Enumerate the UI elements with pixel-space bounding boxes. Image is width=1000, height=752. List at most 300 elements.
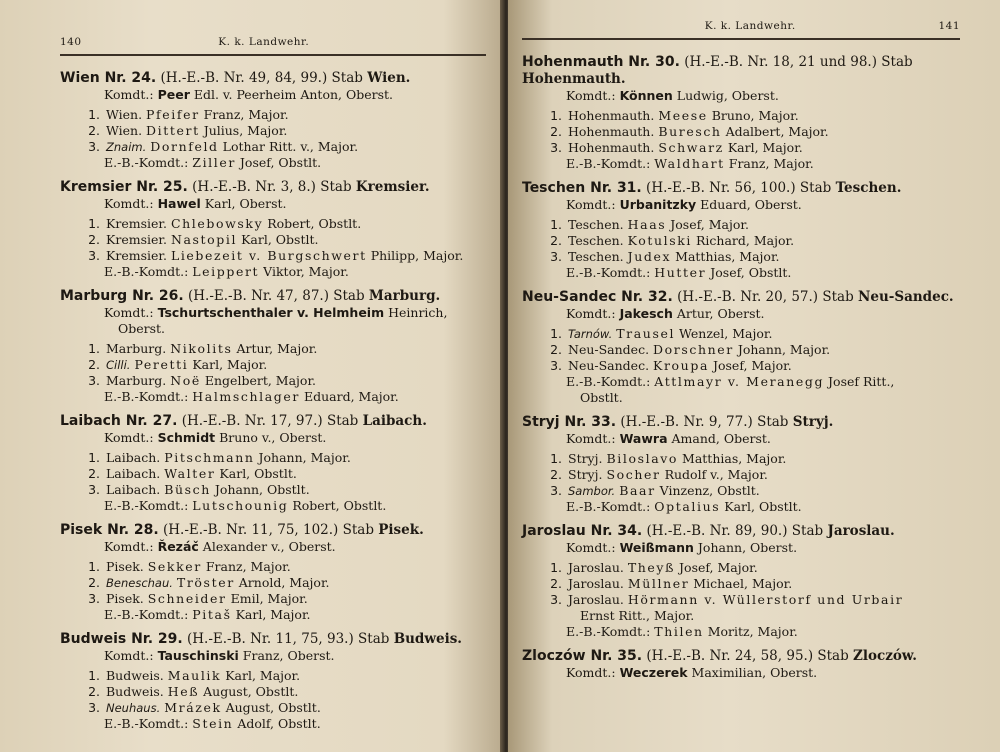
commander-rest: Amand, Oberst. xyxy=(671,431,771,446)
battalion-row xyxy=(522,576,960,592)
battalion-commander: Schneider xyxy=(147,591,227,606)
battalion-number: 2. xyxy=(550,576,562,591)
battalion-place: Pisek. xyxy=(106,591,144,606)
battalion-number: 1. xyxy=(550,326,562,341)
battalion-commander: Maulik xyxy=(167,668,222,683)
battalion-rest: Robert, Obstlt. xyxy=(267,216,362,231)
regiment-entry xyxy=(60,522,486,623)
battalion-text xyxy=(568,140,960,156)
battalion-row xyxy=(522,249,960,265)
battalion-commander: Kroupa xyxy=(653,358,709,373)
regiment-name: Laibach Nr. 27. xyxy=(60,413,178,429)
battalion-rest: Karl, Major. xyxy=(225,668,301,683)
regiment-name: Teschen Nr. 31. xyxy=(522,180,642,196)
running-head xyxy=(60,36,486,48)
battalion-place: Beneschau. xyxy=(106,576,173,590)
battalion-text xyxy=(106,559,486,575)
commander-line xyxy=(60,87,486,103)
commander-rest: Eduard, Oberst. xyxy=(700,197,802,212)
commander-prefix: Komdt.: xyxy=(566,306,616,321)
page-number: 140 xyxy=(60,36,82,48)
battalion-rest: Philipp, Major. xyxy=(370,248,464,263)
battalion-number: 2. xyxy=(88,684,100,699)
eb-rest: Adolf, Obstlt. xyxy=(237,716,321,731)
battalion-commander: Sekker xyxy=(147,559,202,574)
commander-name: Urbanitzky xyxy=(619,197,697,212)
battalion-text xyxy=(568,483,960,499)
battalion-commander: Büsch xyxy=(164,482,211,497)
regiment-stab: Budweis. xyxy=(393,631,463,647)
battalion-row xyxy=(60,139,486,155)
commander-name: Řezáč xyxy=(157,539,199,554)
battalion-place: Hohenmauth. xyxy=(568,140,655,155)
battalion-row xyxy=(60,466,486,482)
battalion-text xyxy=(106,107,486,123)
commander-rest: Artur, Oberst. xyxy=(676,306,765,321)
eb-prefix: E.-B.-Komdt.: xyxy=(104,498,189,513)
regiment-name: Stryj Nr. 33. xyxy=(522,414,617,430)
battalion-text xyxy=(106,450,486,466)
commander-rest: Maximilian, Oberst. xyxy=(691,665,818,680)
battalion-number: 1. xyxy=(550,108,562,123)
header-rule xyxy=(522,38,960,40)
battalion-place: Marburg. xyxy=(106,373,167,388)
commander-name: Schmidt xyxy=(157,430,216,445)
battalion-place: Jaroslau. xyxy=(568,576,624,591)
eb-rest: Karl, Obstlt. xyxy=(724,499,802,514)
eb-name: Attlmayr v. Meranegg xyxy=(654,374,825,389)
commander-prefix: Komdt.: xyxy=(104,196,154,211)
battalion-text xyxy=(568,576,960,592)
page-number: 141 xyxy=(938,20,960,32)
commander-name: Tschurtschenthaler v. Helmheim xyxy=(157,305,385,320)
battalion-rest: Matthias, Major. xyxy=(682,451,787,466)
battalion-row xyxy=(60,232,486,248)
eb-name: Pitaš xyxy=(192,607,232,622)
battalion-row xyxy=(522,108,960,124)
battalion-place: Laibach. xyxy=(106,466,161,481)
battalion-commander: Hörmann v. Wüllerstorf und Urbair xyxy=(627,592,904,607)
eb-rest: Moritz, Major. xyxy=(707,624,798,639)
regiment-stab: Teschen. xyxy=(835,180,902,196)
battalion-place: Wien. xyxy=(106,123,143,138)
battalion-rest: Julius, Major. xyxy=(203,123,288,138)
commander-line xyxy=(522,197,960,213)
battalion-list xyxy=(522,217,960,265)
battalion-number: 1. xyxy=(550,451,562,466)
battalion-number: 2. xyxy=(88,575,100,590)
battalion-row xyxy=(522,560,960,576)
commander-rest: Karl, Oberst. xyxy=(204,196,287,211)
battalion-place: Budweis. xyxy=(106,684,164,699)
running-title: K. k. Landwehr. xyxy=(704,20,796,32)
battalion-text xyxy=(568,217,960,233)
battalion-commander: Biloslavo xyxy=(606,451,679,466)
battalion-number: 1. xyxy=(88,668,100,683)
eb-prefix: E.-B.-Komdt.: xyxy=(104,607,189,622)
battalion-row xyxy=(522,342,960,358)
battalion-place: Stryj. xyxy=(568,451,603,466)
commander-name: Hawel xyxy=(157,196,201,211)
battalion-place: Teschen. xyxy=(568,233,624,248)
regiment-details: (H.-E.-B. Nr. 56, 100.) Stab xyxy=(646,180,832,196)
eb-prefix: E.-B.-Komdt.: xyxy=(566,265,651,280)
battalion-number: 3. xyxy=(88,700,100,715)
battalion-list xyxy=(522,451,960,499)
battalion-number: 1. xyxy=(88,216,100,231)
commander-line xyxy=(60,305,486,321)
battalion-row xyxy=(522,451,960,467)
regiment-heading xyxy=(60,70,486,87)
regiment-stab: Marburg. xyxy=(368,288,441,304)
battalion-rest: Richard, Major. xyxy=(696,233,795,248)
commander-name: Weißmann xyxy=(619,540,694,555)
regiment-heading xyxy=(522,54,960,88)
battalion-place: Marburg. xyxy=(106,341,167,356)
battalion-place: Hohenmauth. xyxy=(568,108,655,123)
eb-rest: Viktor, Major. xyxy=(263,264,349,279)
regiment-details: (H.-E.-B. Nr. 49, 84, 99.) Stab xyxy=(160,70,363,86)
regiment-stab: Zloczów. xyxy=(853,648,917,664)
battalion-place: Teschen. xyxy=(568,249,624,264)
regiment-heading xyxy=(60,522,486,539)
running-title: K. k. Landwehr. xyxy=(218,36,310,48)
battalion-rest: Karl, Major. xyxy=(727,140,803,155)
commander-name: Peer xyxy=(157,87,190,102)
battalion-text xyxy=(106,216,486,232)
battalion-list xyxy=(522,108,960,156)
battalion-number: 3. xyxy=(550,140,562,155)
battalion-commander: Haas xyxy=(627,217,667,232)
regiment-heading xyxy=(522,289,960,306)
battalion-commander: Müllner xyxy=(627,576,690,591)
battalion-row xyxy=(60,482,486,498)
battalion-number: 3. xyxy=(88,482,100,497)
battalion-place: Znaim. xyxy=(106,140,147,154)
battalion-list xyxy=(60,450,486,498)
regiment-details: (H.-E.-B. Nr. 18, 21 und 98.) Stab xyxy=(684,54,913,70)
commander-rest: Johann, Oberst. xyxy=(697,540,798,555)
battalion-rest: Johann, Major. xyxy=(258,450,351,465)
battalion-commander: Theyß xyxy=(627,560,676,575)
battalion-commander: Trausel xyxy=(616,326,676,341)
battalion-list xyxy=(60,668,486,716)
eb-rest-cont: Obstlt. xyxy=(580,390,623,405)
eb-rest: Josef, Obstlt. xyxy=(239,155,322,170)
battalion-row xyxy=(60,575,486,591)
battalion-row xyxy=(60,668,486,684)
eb-name: Thilen xyxy=(654,624,704,639)
regiment-heading xyxy=(522,414,960,431)
regiment-entry xyxy=(522,54,960,172)
regiment-stab: Stryj. xyxy=(792,414,834,430)
battalion-rest: Matthias, Major. xyxy=(675,249,780,264)
eb-commander-line xyxy=(522,156,960,172)
regiment-entry xyxy=(60,631,486,732)
battalion-row xyxy=(522,217,960,233)
eb-commander-line xyxy=(522,374,960,390)
battalion-rest: Lothar Ritt. v., Major. xyxy=(222,139,359,154)
battalion-commander: Buresch xyxy=(658,124,722,139)
battalion-text xyxy=(106,373,486,389)
battalion-place: Hohenmauth. xyxy=(568,124,655,139)
regiment-entry xyxy=(522,180,960,281)
commander-line xyxy=(60,648,486,664)
battalion-rest: Franz, Major. xyxy=(205,559,291,574)
battalion-text xyxy=(106,248,486,264)
commander-name: Weczerek xyxy=(619,665,688,680)
regiment-list xyxy=(60,70,486,732)
battalion-rest: Karl, Obstlt. xyxy=(219,466,297,481)
battalion-rest: Wenzel, Major. xyxy=(679,326,773,341)
battalion-commander: Nastopil xyxy=(170,232,238,247)
battalion-text xyxy=(568,358,960,374)
battalion-rest: Arnold, Major. xyxy=(238,575,330,590)
battalion-number: 2. xyxy=(88,232,100,247)
battalion-number: 3. xyxy=(88,591,100,606)
battalion-number: 2. xyxy=(550,233,562,248)
regiment-stab: Hohenmauth. xyxy=(522,71,626,87)
regiment-heading xyxy=(522,180,960,197)
battalion-commander: Walter xyxy=(164,466,216,481)
eb-prefix: E.-B.-Komdt.: xyxy=(104,155,189,170)
battalion-rest: Karl, Major. xyxy=(192,357,268,372)
battalion-rest: Vinzenz, Obstlt. xyxy=(659,483,760,498)
battalion-rest: Bruno, Major. xyxy=(711,108,799,123)
regiment-entry xyxy=(60,179,486,280)
commander-name: Können xyxy=(619,88,673,103)
battalion-text xyxy=(568,233,960,249)
regiment-entry xyxy=(522,523,960,640)
regiment-entry xyxy=(522,414,960,515)
battalion-rest: Rudolf v., Major. xyxy=(664,467,768,482)
battalion-rest: Karl, Obstlt. xyxy=(241,232,319,247)
regiment-heading xyxy=(60,288,486,305)
battalion-number: 2. xyxy=(550,342,562,357)
battalion-text xyxy=(106,139,486,155)
commander-prefix: Komdt.: xyxy=(566,197,616,212)
battalion-rest: Emil, Major. xyxy=(230,591,308,606)
battalion-text xyxy=(106,668,486,684)
eb-rest: Josef Ritt., xyxy=(828,374,895,389)
regiment-name: Hohenmauth Nr. 30. xyxy=(522,54,680,70)
commander-rest: Edl. v. Peerheim Anton, Oberst. xyxy=(193,87,394,102)
regiment-details: (H.-E.-B. Nr. 20, 57.) Stab xyxy=(677,289,854,305)
battalion-text xyxy=(106,357,486,373)
eb-prefix: E.-B.-Komdt.: xyxy=(104,716,189,731)
battalion-commander: Pitschmann xyxy=(164,450,255,465)
eb-rest: Karl, Major. xyxy=(235,607,311,622)
battalion-text xyxy=(106,232,486,248)
battalion-rest: Franz, Major. xyxy=(203,107,289,122)
commander-rest: Alexander v., Oberst. xyxy=(202,539,336,554)
battalion-row xyxy=(522,326,960,342)
battalion-rest: Engelbert, Major. xyxy=(204,373,317,388)
commander-line xyxy=(522,540,960,556)
eb-commander-line xyxy=(60,716,486,732)
regiment-entry xyxy=(60,413,486,514)
battalion-commander: Dornfeld xyxy=(150,139,219,154)
commander-prefix: Komdt.: xyxy=(566,88,616,103)
battalion-text xyxy=(106,482,486,498)
battalion-commander: Dittert xyxy=(146,123,200,138)
regiment-name: Marburg Nr. 26. xyxy=(60,288,184,304)
battalion-place: Pisek. xyxy=(106,559,144,574)
battalion-list xyxy=(522,326,960,374)
eb-commander-line xyxy=(60,498,486,514)
battalion-number: 3. xyxy=(88,139,100,154)
battalion-text xyxy=(568,592,960,608)
battalion-place: Stryj. xyxy=(568,467,603,482)
running-head xyxy=(522,20,960,32)
eb-name: Stein xyxy=(192,716,234,731)
battalion-rest-cont: Ernst Ritt., Major. xyxy=(580,608,695,623)
eb-prefix: E.-B.-Komdt.: xyxy=(104,389,189,404)
eb-prefix: E.-B.-Komdt.: xyxy=(566,624,651,639)
battalion-place: Cilli. xyxy=(106,358,131,372)
battalion-number: 1. xyxy=(88,341,100,356)
regiment-heading xyxy=(60,179,486,196)
battalion-text xyxy=(568,124,960,140)
commander-prefix: Komdt.: xyxy=(104,87,154,102)
battalion-row xyxy=(60,216,486,232)
eb-commander-line xyxy=(60,607,486,623)
regiment-stab: Pisek. xyxy=(378,522,424,538)
eb-name: Waldhart xyxy=(654,156,725,171)
battalion-text xyxy=(568,560,960,576)
battalion-place: Tarnów. xyxy=(568,327,613,341)
eb-commander-line xyxy=(522,624,960,640)
battalion-place: Kremsier. xyxy=(106,232,167,247)
regiment-details: (H.-E.-B. Nr. 24, 58, 95.) Stab xyxy=(646,648,849,664)
regiment-heading xyxy=(522,648,960,665)
battalion-place: Neuhaus. xyxy=(106,701,161,715)
battalion-place: Teschen. xyxy=(568,217,624,232)
commander-line xyxy=(60,196,486,212)
eb-name: Optalius xyxy=(654,499,721,514)
battalion-text xyxy=(106,341,486,357)
commander-line xyxy=(60,430,486,446)
commander-name: Wawra xyxy=(619,431,668,446)
regiment-details: (H.-E.-B. Nr. 11, 75, 102.) Stab xyxy=(163,522,374,538)
battalion-commander: Peretti xyxy=(134,357,189,372)
battalion-number: 3. xyxy=(88,373,100,388)
battalion-place: Neu-Sandec. xyxy=(568,342,650,357)
battalion-text xyxy=(568,342,960,358)
battalion-number: 1. xyxy=(88,559,100,574)
battalion-place: Laibach. xyxy=(106,450,161,465)
eb-rest: Franz, Major. xyxy=(728,156,814,171)
battalion-rest: Josef, Major. xyxy=(712,358,792,373)
commander-prefix: Komdt.: xyxy=(104,648,154,663)
battalion-place: Sambor. xyxy=(568,484,616,498)
commander-line xyxy=(522,306,960,322)
commander-prefix: Komdt.: xyxy=(104,305,154,320)
battalion-list xyxy=(60,341,486,389)
regiment-name: Wien Nr. 24. xyxy=(60,70,157,86)
battalion-number: 1. xyxy=(550,560,562,575)
battalion-list xyxy=(522,560,960,624)
eb-commander-line xyxy=(522,499,960,515)
battalion-row xyxy=(60,591,486,607)
eb-prefix: E.-B.-Komdt.: xyxy=(566,499,651,514)
commander-line xyxy=(522,88,960,104)
battalion-text xyxy=(106,700,486,716)
battalion-commander: Tröster xyxy=(176,575,235,590)
regiment-heading xyxy=(60,631,486,648)
battalion-rest: Artur, Major. xyxy=(236,341,318,356)
commander-line xyxy=(522,431,960,447)
battalion-number: 3. xyxy=(550,483,562,498)
regiment-stab: Wien. xyxy=(367,70,411,86)
commander-prefix: Komdt.: xyxy=(104,539,154,554)
battalion-text xyxy=(106,591,486,607)
regiment-list xyxy=(522,54,960,681)
regiment-name: Pisek Nr. 28. xyxy=(60,522,159,538)
battalion-place: Kremsier. xyxy=(106,216,167,231)
eb-name: Lutschounig xyxy=(192,498,289,513)
battalion-commander: Noë xyxy=(170,373,201,388)
battalion-commander: Judex xyxy=(627,249,672,264)
commander-line xyxy=(60,539,486,555)
commander-prefix: Komdt.: xyxy=(566,431,616,446)
battalion-list xyxy=(60,107,486,155)
battalion-rest: August, Obstlt. xyxy=(225,700,321,715)
battalion-row xyxy=(60,373,486,389)
battalion-row xyxy=(60,123,486,139)
regiment-details: (H.-E.-B. Nr. 17, 97.) Stab xyxy=(181,413,359,429)
regiment-name: Jaroslau Nr. 34. xyxy=(522,523,643,539)
battalion-commander: Baar xyxy=(619,483,656,498)
battalion-rest: Josef, Major. xyxy=(670,217,749,232)
battalion-row xyxy=(60,700,486,716)
regiment-heading xyxy=(522,523,960,540)
regiment-details: (H.-E.-B. Nr. 89, 90.) Stab xyxy=(646,523,824,539)
battalion-commander: Dorschner xyxy=(653,342,734,357)
commander-prefix: Komdt.: xyxy=(566,665,616,680)
battalion-place: Wien. xyxy=(106,107,143,122)
right-page xyxy=(508,0,1000,752)
battalion-rest: Adalbert, Major. xyxy=(725,124,829,139)
battalion-row xyxy=(60,357,486,373)
battalion-rest: Josef, Major. xyxy=(679,560,758,575)
battalion-place: Laibach. xyxy=(106,482,161,497)
commander-rest: Franz, Oberst. xyxy=(242,648,335,663)
battalion-row xyxy=(522,124,960,140)
commander-name: Jakesch xyxy=(619,306,673,321)
regiment-details: (H.-E.-B. Nr. 11, 75, 93.) Stab xyxy=(187,631,390,647)
battalion-row xyxy=(522,483,960,499)
eb-commander-line xyxy=(522,265,960,281)
battalion-place: Jaroslau. xyxy=(568,560,624,575)
eb-name: Leippert xyxy=(192,264,260,279)
battalion-commander: Heß xyxy=(167,684,200,699)
eb-prefix: E.-B.-Komdt.: xyxy=(566,156,651,171)
battalion-commander: Socher xyxy=(606,467,661,482)
battalion-place: Neu-Sandec. xyxy=(568,358,650,373)
commander-prefix: Komdt.: xyxy=(566,540,616,555)
battalion-text xyxy=(568,451,960,467)
regiment-details: (H.-E.-B. Nr. 3, 8.) Stab xyxy=(192,179,352,195)
regiment-stab: Neu-Sandec. xyxy=(858,289,954,305)
regiment-name: Budweis Nr. 29. xyxy=(60,631,183,647)
battalion-list xyxy=(60,559,486,607)
eb-rest: Robert, Obstlt. xyxy=(292,498,387,513)
battalion-text xyxy=(568,326,960,342)
battalion-place: Jaroslau. xyxy=(568,592,624,607)
battalion-row xyxy=(60,341,486,357)
battalion-row xyxy=(60,559,486,575)
